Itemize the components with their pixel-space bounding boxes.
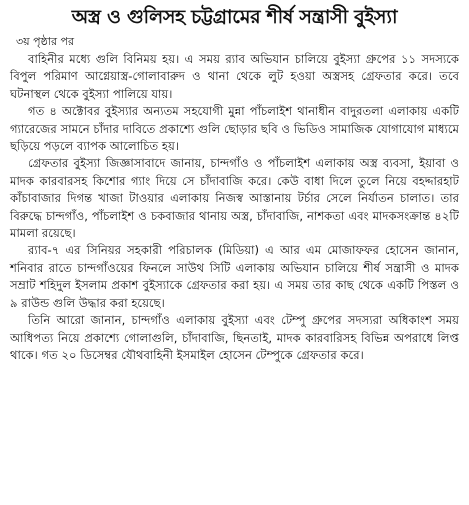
article-headline: অস্ত্র ও গুলিসহ চট্টগ্রামের শীর্ষ সন্ত্রাসী বুইস্যা — [71, 6, 398, 28]
article-body — [10, 51, 459, 364]
paragraph: গ্রেফতার বুইস্যা জিজ্ঞাসাবাদে জানায়, চান্দগাঁও ও পাঁচলাইশ এলাকায় অস্ত্র ব্যবসা, ইয়াবা ও মাদক কারবারসহ কিশোর গ্যাং দিয়ে সে চাঁদাবাজি করে। কেউ বাধা দিলে তুলে নিয়ে বহদ্দারহাট কাঁচাবাজার দিগন্ত খাজা টাওয়ার এলাকায় নিজস্ব আস্তানায় টর্চার সেলে নির্যাতন চালাত। তার বিরুদ্ধে চান্দগাঁও, পাঁচলাইশ ও চকবাজার থানায় অস্ত্র, চাঁদাবাজি, নাশকতা এবং মাদকসংক্রান্ত ৪২টি মামলা রয়েছে। — [10, 156, 459, 241]
paragraph: তিনি আরো জানান, চান্দগাঁও এলাকায় বুইস্যা এবং টেম্পু গ্রুপের সদস্যরা অধিকাংশ সময় আধিপত্য নিয়ে প্রকাশ্যে গোলাগুলি, চাঁদাবাজি, ছিনতাই, মাদক কারবারিসহ বিভিন্ন অপরাধে লিপ্ত থাকে। গত ২০ ডিসেম্বর যৌথবাহিনী ইসমাইল হোসেন টেম্পুকে গ্রেফতার করে। — [10, 313, 460, 362]
paragraph: বাহিনীর মধ্যে গুলি বিনিময় হয়। এ সময় র‍্যাব অভিযান চালিয়ে বুইস্যা গ্রুপের ১১ সদস্যকে বিপুল পরিমাণ আগ্নেয়াস্ত্র-গোলাবারুদ ও থানা থেকে লুট হওয়া অস্ত্রসহ গ্রেফতার করে। তবে ঘটনাস্থল থেকে বুইস্যা পালিয়ে যায়। — [10, 52, 459, 101]
paragraph: গত ৪ অক্টোবর বুইস্যার অন্যতম সহযোগী মুন্না পাঁচলাইশ থানাধীন বাদুরতলা এলাকায় একটি গ্যারেজের সামনে চাঁদার দাবিতে প্রকাশ্যে গুলি ছোড়ার ছবি ও ভিডিও সামাজিক যোগাযোগ মাধ্যমে ছড়িয়ে পড়লে ব্যাপক আলোচিত হয়। — [10, 104, 459, 154]
paragraph: র‍্যাব-৭ এর সিনিয়র সহকারী পরিচালক (মিডিয়া) এ আর এম মোজাফফর হোসেন জানান, শনিবার রাতে চান্দগাঁওয়ের ফিনলে সাউথ সিটি এলাকায় অভিযান চালিয়ে শীর্ষ সন্ত্রাসী ও মাদক সম্রাট শহিদুল ইসলাম প্রকাশ বুইস্যাকে গ্রেফতার করা হয়। এ সময় তার কাছ থেকে একটি পিস্তল ও ৯ রাউন্ড গুলি উদ্ধার করা হয়েছে। — [10, 243, 459, 310]
continuation-label: ৩য় পৃষ্ঠার পর — [16, 35, 75, 48]
